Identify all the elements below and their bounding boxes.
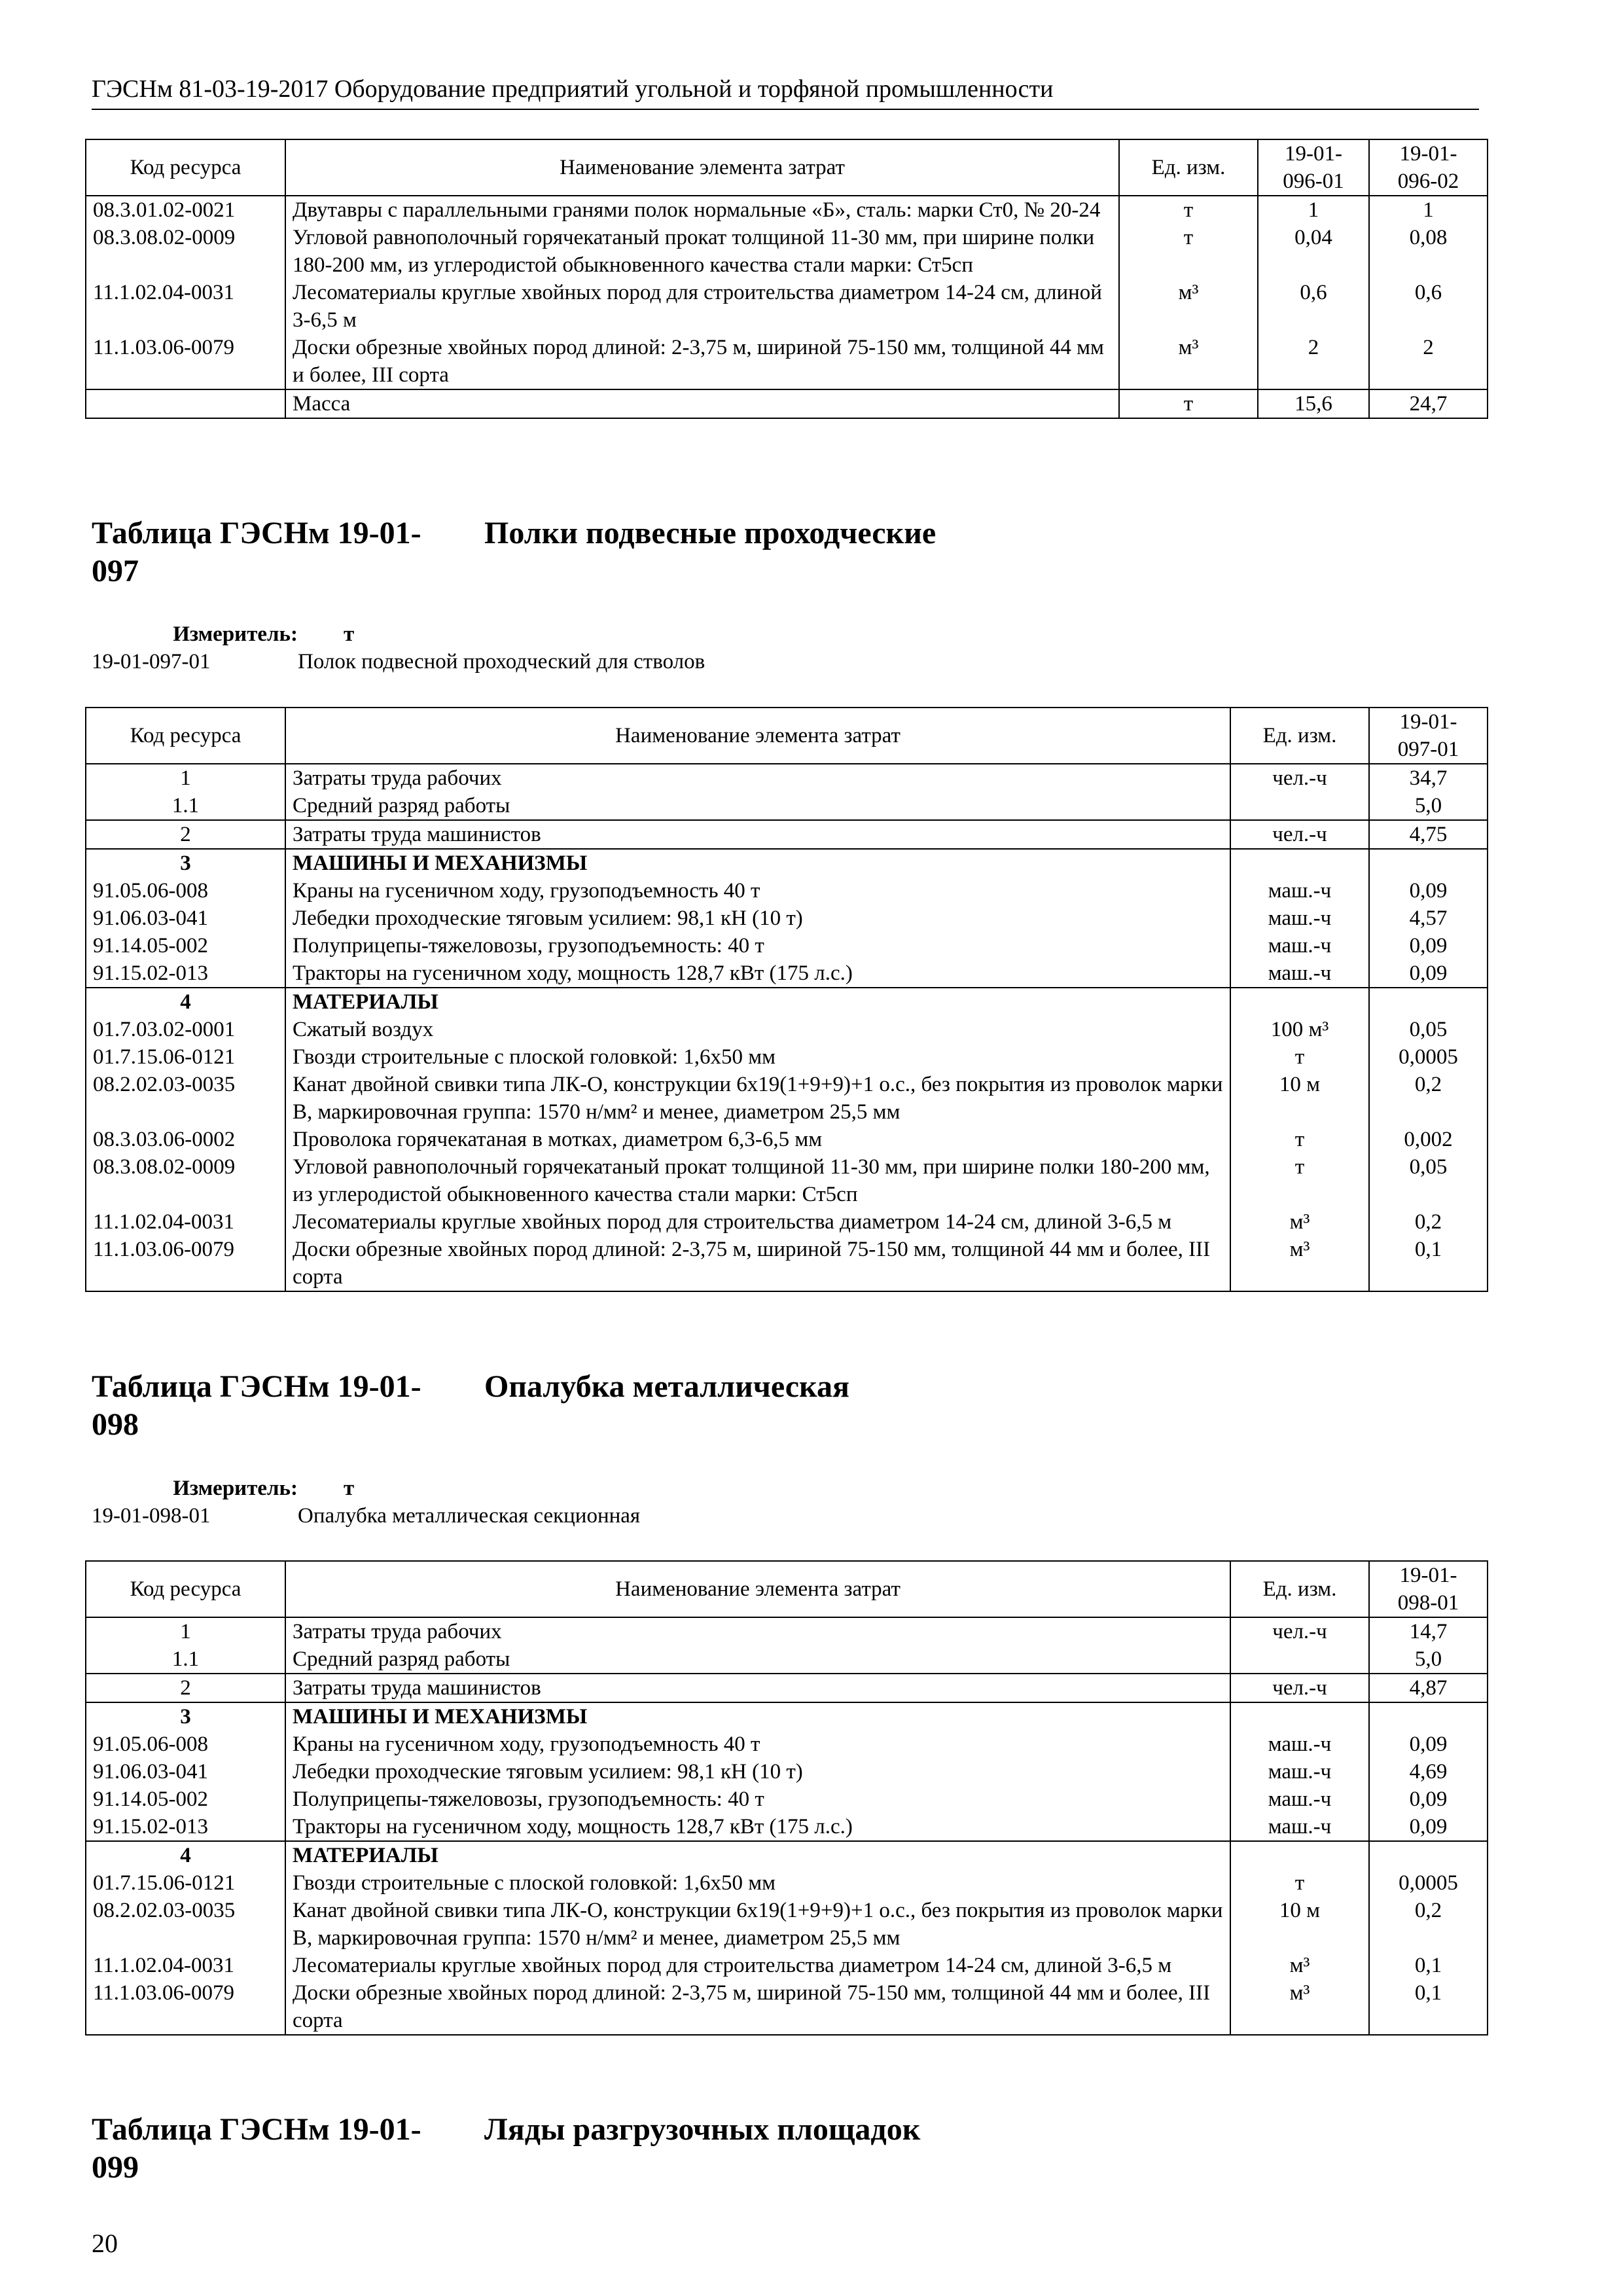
- col-header-unit: Ед. изм.: [1230, 708, 1369, 764]
- resource-name: Затраты труда рабочих: [285, 1617, 1230, 1645]
- resource-code: 01.7.15.06-0121: [86, 1869, 285, 1897]
- table-row: [86, 389, 1488, 418]
- resource-value: 0,0005: [1369, 1043, 1488, 1071]
- resource-value: [1369, 849, 1488, 877]
- resource-value: 34,7: [1369, 764, 1488, 792]
- resource-name: Полуприцепы-тяжеловозы, грузоподъемность: 40 т: [285, 932, 1230, 960]
- resource-value: 4,57: [1369, 905, 1488, 932]
- resource-unit: [1230, 1702, 1369, 1731]
- resource-name: Краны на гусеничном ходу, грузоподъемность 40 т: [285, 1731, 1230, 1758]
- table-title-number: Таблица ГЭСНм 19-01- 098: [92, 1369, 421, 1442]
- table-row: [86, 224, 1488, 279]
- table-row: [86, 1702, 1488, 1731]
- resource-code: 2: [86, 1674, 285, 1702]
- resource-code: 11.1.02.04-0031: [86, 1208, 285, 1236]
- resource-code: 11.1.03.06-0079: [86, 334, 285, 389]
- resource-name: Тракторы на гусеничном ходу, мощность 128,7 кВт (175 л.с.): [285, 960, 1230, 988]
- resource-code: 91.14.05-002: [86, 1785, 285, 1813]
- table-row: [86, 1869, 1488, 1897]
- resource-name: Средний разряд работы: [285, 792, 1230, 820]
- table-row: [86, 1952, 1488, 1979]
- page-header: ГЭСНм 81-03-19-2017 Оборудование предприятий угольной и торфяной промышленности: [92, 73, 1479, 110]
- item-name: Полок подвесной проходческий для стволов: [298, 650, 705, 673]
- resource-value: 0,2: [1369, 1897, 1488, 1952]
- item-name: Опалубка металлическая секционная: [298, 1504, 641, 1528]
- resource-unit: [1230, 1841, 1369, 1869]
- table-title-name: Ляды разгрузочных площадок: [484, 2112, 921, 2147]
- resource-unit: 10 м: [1230, 1897, 1369, 1952]
- resource-unit: м³: [1119, 279, 1258, 334]
- table-row: [86, 1731, 1488, 1758]
- resource-value: 0,09: [1369, 960, 1488, 988]
- resource-value: 0,1: [1369, 1979, 1488, 2035]
- resource-name: Сжатый воздух: [285, 1016, 1230, 1043]
- resource-code: 3: [86, 1702, 285, 1731]
- resource-code: 08.2.02.03-0035: [86, 1897, 285, 1952]
- resource-unit: м³: [1230, 1208, 1369, 1236]
- resource-name: Доски обрезные хвойных пород длиной: 2-3,75 м, шириной 75-150 мм, толщиной 44 мм и более, III сорта: [285, 1236, 1230, 1291]
- resource-value: 0,2: [1369, 1208, 1488, 1236]
- table-row: [86, 764, 1488, 792]
- meter-block-098: [92, 1475, 640, 1530]
- resource-code: 91.05.06-008: [86, 1731, 285, 1758]
- table-row: [86, 792, 1488, 820]
- resource-unit: м³: [1230, 1952, 1369, 1979]
- col-header-code: Код ресурса: [86, 139, 285, 196]
- resource-value: 0,0005: [1369, 1869, 1488, 1897]
- col-header-unit: Ед. изм.: [1119, 139, 1258, 196]
- resource-value: [1369, 988, 1488, 1016]
- resource-name: Доски обрезные хвойных пород длиной: 2-3,75 м, шириной 75-150 мм, толщиной 44 мм и более, III сорта: [285, 334, 1119, 389]
- resource-unit: маш.-ч: [1230, 960, 1369, 988]
- resource-code: 01.7.03.02-0001: [86, 1016, 285, 1043]
- resource-value: 1: [1369, 196, 1488, 224]
- col-header-name: Наименование элемента затрат: [285, 139, 1119, 196]
- resource-name: Двутавры с параллельными гранями полок нормальные «Б», сталь: марки Ст0, № 20-24: [285, 196, 1119, 224]
- table-row: [86, 1979, 1488, 2035]
- resource-name: Лесоматериалы круглые хвойных пород для строительства диаметром 14-24 см, длиной 3-6,5 м: [285, 279, 1119, 334]
- resource-code: [86, 389, 285, 418]
- resource-value: 2: [1369, 334, 1488, 389]
- resource-code: 08.3.08.02-0009: [86, 224, 285, 279]
- resource-name: МАШИНЫ И МЕХАНИЗМЫ: [285, 1702, 1230, 1731]
- resource-code: 91.15.02-013: [86, 960, 285, 988]
- resource-code: 1.1: [86, 792, 285, 820]
- resource-value: 24,7: [1369, 389, 1488, 418]
- resource-value: 0,6: [1369, 279, 1488, 334]
- resource-code: 1.1: [86, 1645, 285, 1674]
- resource-value: [1369, 1841, 1488, 1869]
- item-code: 19-01-097-01: [92, 650, 211, 673]
- table-row: [86, 196, 1488, 224]
- resource-unit: т: [1230, 1043, 1369, 1071]
- col-header-name: Наименование элемента затрат: [285, 1561, 1230, 1617]
- table-title-097: [92, 514, 1492, 590]
- resource-value: 0,002: [1369, 1126, 1488, 1153]
- item-code: 19-01-098-01: [92, 1504, 211, 1528]
- resource-unit: чел.-ч: [1230, 764, 1369, 792]
- resource-unit: чел.-ч: [1230, 1674, 1369, 1702]
- table-row: [86, 905, 1488, 932]
- resource-unit: чел.-ч: [1230, 1617, 1369, 1645]
- resource-code: 91.06.03-041: [86, 905, 285, 932]
- resource-code: 3: [86, 849, 285, 877]
- resource-value: 0,05: [1369, 1153, 1488, 1208]
- table-row: [86, 1043, 1488, 1071]
- table-row: [86, 1785, 1488, 1813]
- table-title-name: Полки подвесные проходческие: [484, 516, 936, 550]
- resource-name: Гвозди строительные с плоской головкой: 1,6x50 мм: [285, 1043, 1230, 1071]
- table-row: [86, 820, 1488, 849]
- resource-unit: м³: [1119, 334, 1258, 389]
- resource-unit: маш.-ч: [1230, 1813, 1369, 1841]
- resource-code: 1: [86, 764, 285, 792]
- table-row: [86, 988, 1488, 1016]
- resource-value: 0,09: [1369, 932, 1488, 960]
- resource-name: Полуприцепы-тяжеловозы, грузоподъемность: 40 т: [285, 1785, 1230, 1813]
- resource-name: Затраты труда машинистов: [285, 820, 1230, 849]
- resource-name: МАШИНЫ И МЕХАНИЗМЫ: [285, 849, 1230, 877]
- resource-name: Лебедки проходческие тяговым усилием: 98,1 кН (10 т): [285, 1758, 1230, 1785]
- resource-name: Затраты труда рабочих: [285, 764, 1230, 792]
- resource-unit: [1230, 988, 1369, 1016]
- resource-value: 4,69: [1369, 1758, 1488, 1785]
- resource-unit: т: [1230, 1126, 1369, 1153]
- resource-unit: маш.-ч: [1230, 877, 1369, 905]
- resource-name: Угловой равнополочный горячекатаный прокат толщиной 11-30 мм, при ширине полки 180-200 мм, из углеродистой обыкновенного качества стали марки: Ст5сп: [285, 224, 1119, 279]
- resource-unit: чел.-ч: [1230, 820, 1369, 849]
- resource-value: 5,0: [1369, 792, 1488, 820]
- resource-code: 08.3.01.02-0021: [86, 196, 285, 224]
- table-row: [86, 1208, 1488, 1236]
- meter-unit: т: [344, 1477, 355, 1500]
- resource-name: МАТЕРИАЛЫ: [285, 988, 1230, 1016]
- resource-unit: маш.-ч: [1230, 932, 1369, 960]
- meter-label: Измеритель:: [173, 1477, 298, 1500]
- resource-name: Канат двойной свивки типа ЛК-О, конструкции 6х19(1+9+9)+1 о.с., без покрытия из проволок марки В, маркировочная группа: 1570 н/мм² и менее, диаметром 25,5 мм: [285, 1897, 1230, 1952]
- page-number: 20: [92, 2229, 118, 2258]
- resource-value: 4,87: [1369, 1674, 1488, 1702]
- resource-unit: маш.-ч: [1230, 1731, 1369, 1758]
- resource-value: 0,09: [1369, 1731, 1488, 1758]
- table-title-098: [92, 1368, 1492, 1444]
- resource-name: Лебедки проходческие тяговым усилием: 98,1 кН (10 т): [285, 905, 1230, 932]
- resource-code: 08.2.02.03-0035: [86, 1071, 285, 1126]
- table-title-number: Таблица ГЭСНм 19-01- 099: [92, 2112, 421, 2185]
- table-row: [86, 1016, 1488, 1043]
- resource-name: Лесоматериалы круглые хвойных пород для строительства диаметром 14-24 см, длиной 3-6,5 м: [285, 1208, 1230, 1236]
- resource-name: Проволока горячекатаная в мотках, диаметром 6,3-6,5 мм: [285, 1126, 1230, 1153]
- resource-value: 5,0: [1369, 1645, 1488, 1674]
- table-098: [85, 1560, 1488, 2036]
- resource-name: Доски обрезные хвойных пород длиной: 2-3,75 м, шириной 75-150 мм, толщиной 44 мм и более, III сорта: [285, 1979, 1230, 2035]
- meter-label: Измеритель:: [173, 622, 298, 646]
- table-row: [86, 932, 1488, 960]
- resource-value: 14,7: [1369, 1617, 1488, 1645]
- resource-name: Масса: [285, 389, 1119, 418]
- table-title-name: Опалубка металлическая: [484, 1369, 849, 1404]
- table-row: [86, 1841, 1488, 1869]
- resource-name: Гвозди строительные с плоской головкой: 1,6x50 мм: [285, 1869, 1230, 1897]
- resource-code: 08.3.08.02-0009: [86, 1153, 285, 1208]
- resource-code: 08.3.03.06-0002: [86, 1126, 285, 1153]
- col-header-code: Код ресурса: [86, 1561, 285, 1617]
- resource-value: 0,09: [1369, 877, 1488, 905]
- col-header-name: Наименование элемента затрат: [285, 708, 1230, 764]
- resource-value: 0,09: [1369, 1813, 1488, 1841]
- resource-code: 11.1.03.06-0079: [86, 1979, 285, 2035]
- resource-unit: т: [1119, 389, 1258, 418]
- table-row: [86, 849, 1488, 877]
- resource-name: Лесоматериалы круглые хвойных пород для строительства диаметром 14-24 см, длиной 3-6,5 м: [285, 1952, 1230, 1979]
- resource-value: 0,05: [1369, 1016, 1488, 1043]
- resource-unit: маш.-ч: [1230, 1785, 1369, 1813]
- resource-unit: [1230, 792, 1369, 820]
- resource-code: 01.7.15.06-0121: [86, 1043, 285, 1071]
- meter-unit: т: [344, 622, 355, 646]
- resource-value: 0,1: [1369, 1952, 1488, 1979]
- resource-code: 91.06.03-041: [86, 1758, 285, 1785]
- resource-unit: маш.-ч: [1230, 905, 1369, 932]
- table-097: [85, 707, 1488, 1292]
- resource-code: 1: [86, 1617, 285, 1645]
- resource-name: Тракторы на гусеничном ходу, мощность 128,7 кВт (175 л.с.): [285, 1813, 1230, 1841]
- table-row: [86, 1617, 1488, 1645]
- table-row: [86, 1674, 1488, 1702]
- table-row: [86, 1071, 1488, 1126]
- table-row: [86, 1236, 1488, 1291]
- table-row: [86, 279, 1488, 334]
- resource-value: 0,2: [1369, 1071, 1488, 1126]
- table-title-number: Таблица ГЭСНм 19-01- 097: [92, 516, 421, 588]
- resource-value: 0,08: [1369, 224, 1488, 279]
- resource-unit: т: [1230, 1869, 1369, 1897]
- resource-code: 4: [86, 988, 285, 1016]
- resource-value: 0,04: [1258, 224, 1369, 279]
- meter-block-097: [92, 620, 705, 675]
- resource-unit: 10 м: [1230, 1071, 1369, 1126]
- resource-name: Краны на гусеничном ходу, грузоподъемность 40 т: [285, 877, 1230, 905]
- resource-value: 0,6: [1258, 279, 1369, 334]
- table-row: [86, 1897, 1488, 1952]
- resource-value: 1: [1258, 196, 1369, 224]
- resource-unit: [1230, 849, 1369, 877]
- resource-name: Затраты труда машинистов: [285, 1674, 1230, 1702]
- resource-code: 4: [86, 1841, 285, 1869]
- col-header-code: Код ресурса: [86, 708, 285, 764]
- resource-code: 2: [86, 820, 285, 849]
- col-header-unit: Ед. изм.: [1230, 1561, 1369, 1617]
- resource-code: 91.05.06-008: [86, 877, 285, 905]
- col-header-096-01: 19-01- 096-01: [1258, 139, 1369, 196]
- table-row: [86, 334, 1488, 389]
- resource-unit: м³: [1230, 1979, 1369, 2035]
- resource-unit: т: [1119, 224, 1258, 279]
- resource-name: МАТЕРИАЛЫ: [285, 1841, 1230, 1869]
- table-row: [86, 1126, 1488, 1153]
- col-header-096-02: 19-01- 096-02: [1369, 139, 1488, 196]
- resource-code: 91.15.02-013: [86, 1813, 285, 1841]
- resource-name: Канат двойной свивки типа ЛК-О, конструкции 6х19(1+9+9)+1 о.с., без покрытия из проволок марки В, маркировочная группа: 1570 н/мм² и менее, диаметром 25,5 мм: [285, 1071, 1230, 1126]
- resource-code: 11.1.02.04-0031: [86, 1952, 285, 1979]
- resource-unit: маш.-ч: [1230, 1758, 1369, 1785]
- resource-value: 4,75: [1369, 820, 1488, 849]
- resource-name: Угловой равнополочный горячекатаный прокат толщиной 11-30 мм, при ширине полки 180-200 мм, из углеродистой обыкновенного качества стали марки: Ст5сп: [285, 1153, 1230, 1208]
- resource-unit: 100 м³: [1230, 1016, 1369, 1043]
- resource-value: [1369, 1702, 1488, 1731]
- resource-code: 91.14.05-002: [86, 932, 285, 960]
- resource-name: Средний разряд работы: [285, 1645, 1230, 1674]
- resource-value: 15,6: [1258, 389, 1369, 418]
- table-096: [85, 139, 1488, 419]
- col-header-098-01: 19-01- 098-01: [1369, 1561, 1488, 1617]
- resource-value: 2: [1258, 334, 1369, 389]
- resource-value: 0,1: [1369, 1236, 1488, 1291]
- table-row: [86, 877, 1488, 905]
- table-row: [86, 1758, 1488, 1785]
- resource-unit: т: [1119, 196, 1258, 224]
- table-title-099: [92, 2111, 1492, 2187]
- resource-unit: [1230, 1645, 1369, 1674]
- resource-unit: т: [1230, 1153, 1369, 1208]
- col-header-097-01: 19-01- 097-01: [1369, 708, 1488, 764]
- table-row: [86, 1645, 1488, 1674]
- resource-value: 0,09: [1369, 1785, 1488, 1813]
- resource-unit: м³: [1230, 1236, 1369, 1291]
- table-row: [86, 1813, 1488, 1841]
- resource-code: 11.1.02.04-0031: [86, 279, 285, 334]
- table-row: [86, 960, 1488, 988]
- table-row: [86, 1153, 1488, 1208]
- resource-code: 11.1.03.06-0079: [86, 1236, 285, 1291]
